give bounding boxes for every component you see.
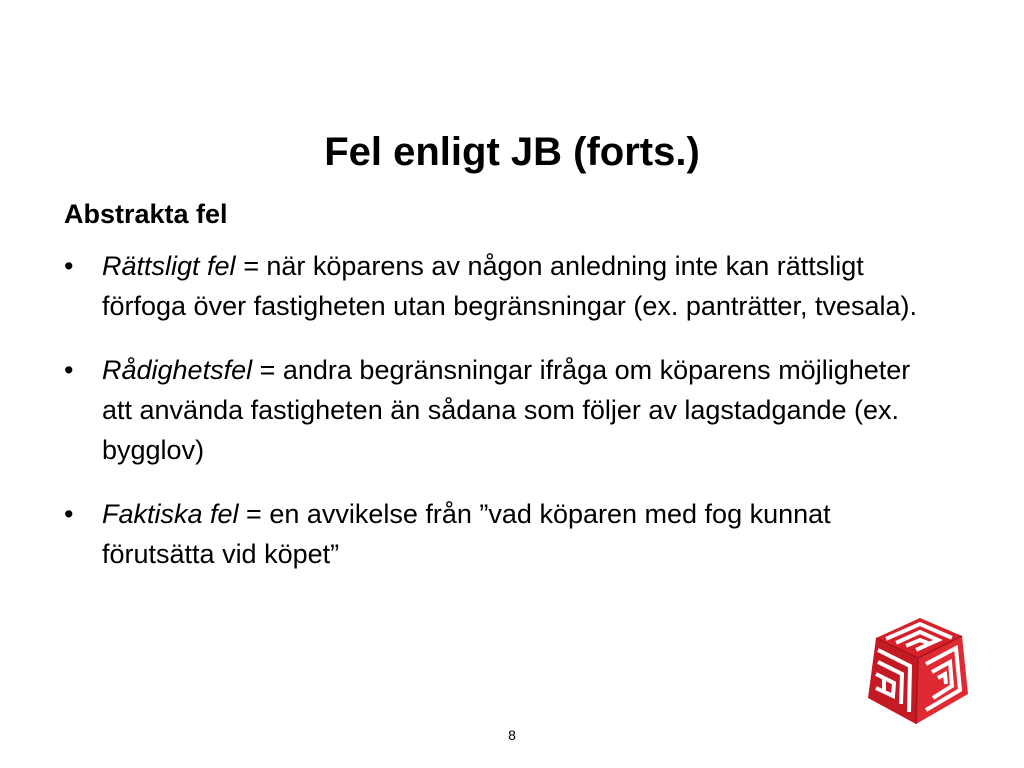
slide-title: Fel enligt JB (forts.)	[324, 130, 700, 174]
bullet-icon: •	[64, 499, 74, 529]
bullet-item-rattsligt-fel	[64, 246, 944, 326]
bullet-term: Rättsligt fel =	[102, 251, 259, 281]
bullet-item-radighetsfel	[64, 350, 944, 470]
bullet-icon: •	[64, 251, 74, 281]
bullet-icon: •	[64, 355, 74, 385]
bullet-text: = en avvikelse från ”vad köparen med fog kunnat förutsätta vid köpet”	[102, 499, 831, 569]
bullet-text: = andra begränsningar ifråga om köparens möjligheter att använda fastigheten än sådana som följer av lagstadgande (ex. bygglov)	[102, 355, 911, 465]
page-number: 8	[508, 727, 516, 743]
bullet-item-faktiska-fel	[64, 494, 944, 574]
bullet-term: Faktiska fel	[102, 499, 239, 529]
bullet-term: Rådighetsfel	[102, 355, 253, 385]
bullet-text: när köparens av någon anledning inte kan rättsligt förfoga över fastigheten utan begränsningar (ex. panträtter, tvesala).	[102, 251, 917, 321]
section-subheading: Abstrakta fel	[64, 199, 228, 229]
red-cube-logo-icon	[858, 612, 974, 728]
bullet-list	[64, 246, 944, 598]
